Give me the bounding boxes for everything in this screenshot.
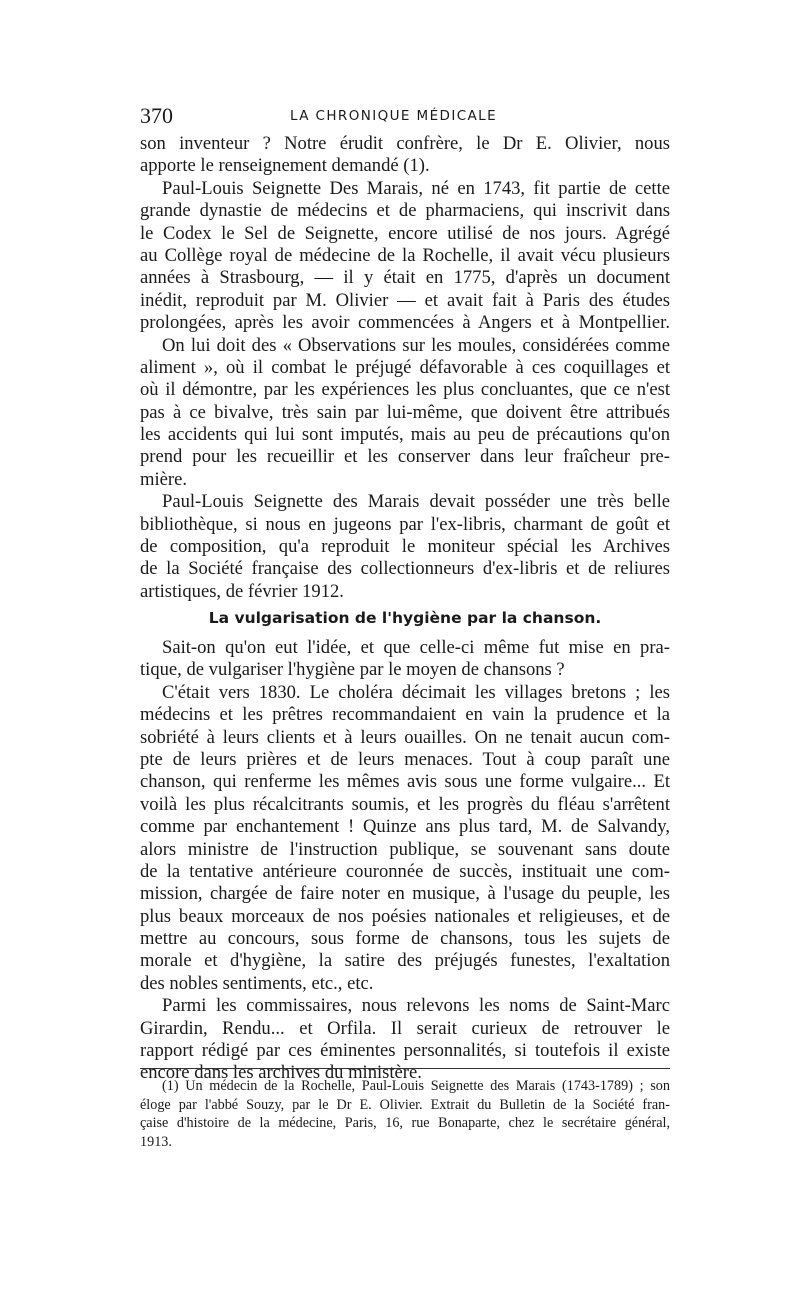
text-line: Paul-Louis Seignette Des Marais, né en 1743, fit partie de cette (162, 177, 670, 199)
text-line: tique, de vulgariser l'hygiène par le moyen de chansons ? (140, 659, 565, 681)
text-line: encore dans les archives du ministère. (140, 1062, 422, 1084)
text-line: mettre au concours, sous forme de chansons, tous les sujets de (140, 928, 670, 950)
text-line: les accidents qui lui sont imputés, mais au peu de précautions qu'on (140, 424, 670, 446)
text-line: années à Strasbourg, — il y était en 1775, d'après un document (140, 267, 670, 289)
footnote-divider (140, 1068, 670, 1069)
text-line: apporte le renseignement demandé (1). (140, 155, 430, 177)
page-header (140, 103, 670, 127)
text-line: rapport rédigé par ces éminentes personnalités, si toutefois il existe (140, 1040, 670, 1062)
text-line: prolongées, après les avoir commencées à Angers et à Montpellier. (140, 312, 670, 334)
running-title: LA CHRONIQUE MÉDICALE (290, 108, 498, 124)
text-line: de la tentative antérieure couronnée de succès, instituait une com- (140, 860, 670, 882)
text-line: médecins et les prêtres recommandaient en vain la prudence et la (140, 704, 670, 726)
text-line: alors ministre de l'instruction publique, se souvenant sans doute (140, 838, 670, 860)
text-line: de la Société française des collectionneurs d'ex-libris et de reliures (140, 558, 670, 580)
text-line: artistiques, de février 1912. (140, 580, 344, 602)
footnote (140, 1077, 670, 1151)
section-1-body (140, 133, 670, 603)
text-line: Parmi les commissaires, nous relevons les noms de Saint-Marc (162, 995, 670, 1017)
page-number: 370 (140, 103, 173, 128)
text-line: des nobles sentiments, etc., etc. (140, 972, 374, 994)
text-line: où il démontre, par les expériences les plus concluantes, que ce n'est (140, 379, 670, 401)
text-line: son inventeur ? Notre érudit confrère, le Dr E. Olivier, nous (140, 133, 670, 154)
section-2-body (140, 637, 670, 1085)
text-line: morale et d'hygiène, la satire des préjugés funestes, l'exaltation (140, 950, 670, 972)
text-line: au Collège royal de médecine de la Rochelle, il avait vécu plusieurs (140, 244, 670, 266)
footnote-line: éloge par l'abbé Souzy, par le Dr E. Olivier. Extrait du Bulletin de la Société fran- (140, 1096, 670, 1113)
text-line: bibliothèque, si nous en jugeons par l'ex-libris, charmant de goût et (140, 513, 670, 535)
text-line: chanson, qui renferme les mêmes avis sous une forme vulgaire... Et (140, 771, 670, 793)
text-line: sobriété à leurs clients et à leurs ouailles. On ne tenait aucun com- (140, 726, 670, 748)
text-line: plus beaux morceaux de nos poésies nationales et religieuses, et de (140, 905, 670, 927)
text-line: pte de leurs prières et de leurs menaces. Tout à coup paraît une (140, 748, 670, 770)
footnote-line: çaise d'histoire de la médecine, Paris, 16, rue Bonaparte, chez le secrétaire général, (140, 1115, 670, 1132)
footnote-line: (1) Un médecin de la Rochelle, Paul-Louis Seignette des Marais (1743-1789) ; son (162, 1078, 670, 1094)
text-line: de composition, qu'a reproduit le moniteur spécial les Archives (140, 536, 670, 558)
text-line: inédit, reproduit par M. Olivier — et avait fait à Paris des études (140, 289, 670, 311)
text-line: aliment », où il combat le préjugé défavorable à ces coquillages et (140, 356, 670, 378)
text-line: voilà les plus récalcitrants soumis, et les progrès du fléau s'arrêtent (140, 793, 670, 815)
text-line: mission, chargée de faire noter en musique, à l'usage du peuple, les (140, 883, 670, 905)
footnote-line: 1913. (140, 1133, 172, 1150)
text-line: pas à ce bivalve, très sain par lui-même, que doivent être attribués (140, 401, 670, 423)
text-line: On lui doit des « Observations sur les moules, considérées comme (162, 334, 670, 356)
text-line: mière. (140, 468, 187, 490)
text-line: comme par enchantement ! Quinze ans plus tard, M. de Salvandy, (140, 816, 670, 838)
text-line: Girardin, Rendu... et Orfila. Il serait curieux de retrouver le (140, 1017, 670, 1039)
text-line: C'était vers 1830. Le choléra décimait les villages bretons ; les (162, 681, 670, 703)
text-line: Paul-Louis Seignette des Marais devait posséder une très belle (162, 491, 670, 513)
text-line: grande dynastie de médecins et de pharmaciens, qui inscrivit dans (140, 200, 670, 222)
text-line: prend pour les recueillir et les conserver dans leur fraîcheur pre- (140, 446, 670, 468)
text-line: Sait-on qu'on eut l'idée, et que celle-ci même fut mise en pra- (162, 637, 670, 658)
text-line: le Codex le Sel de Seignette, encore utilisé de nos jours. Agrégé (140, 222, 670, 244)
section-heading: La vulgarisation de l'hygiène par la chanson. (208, 609, 602, 627)
